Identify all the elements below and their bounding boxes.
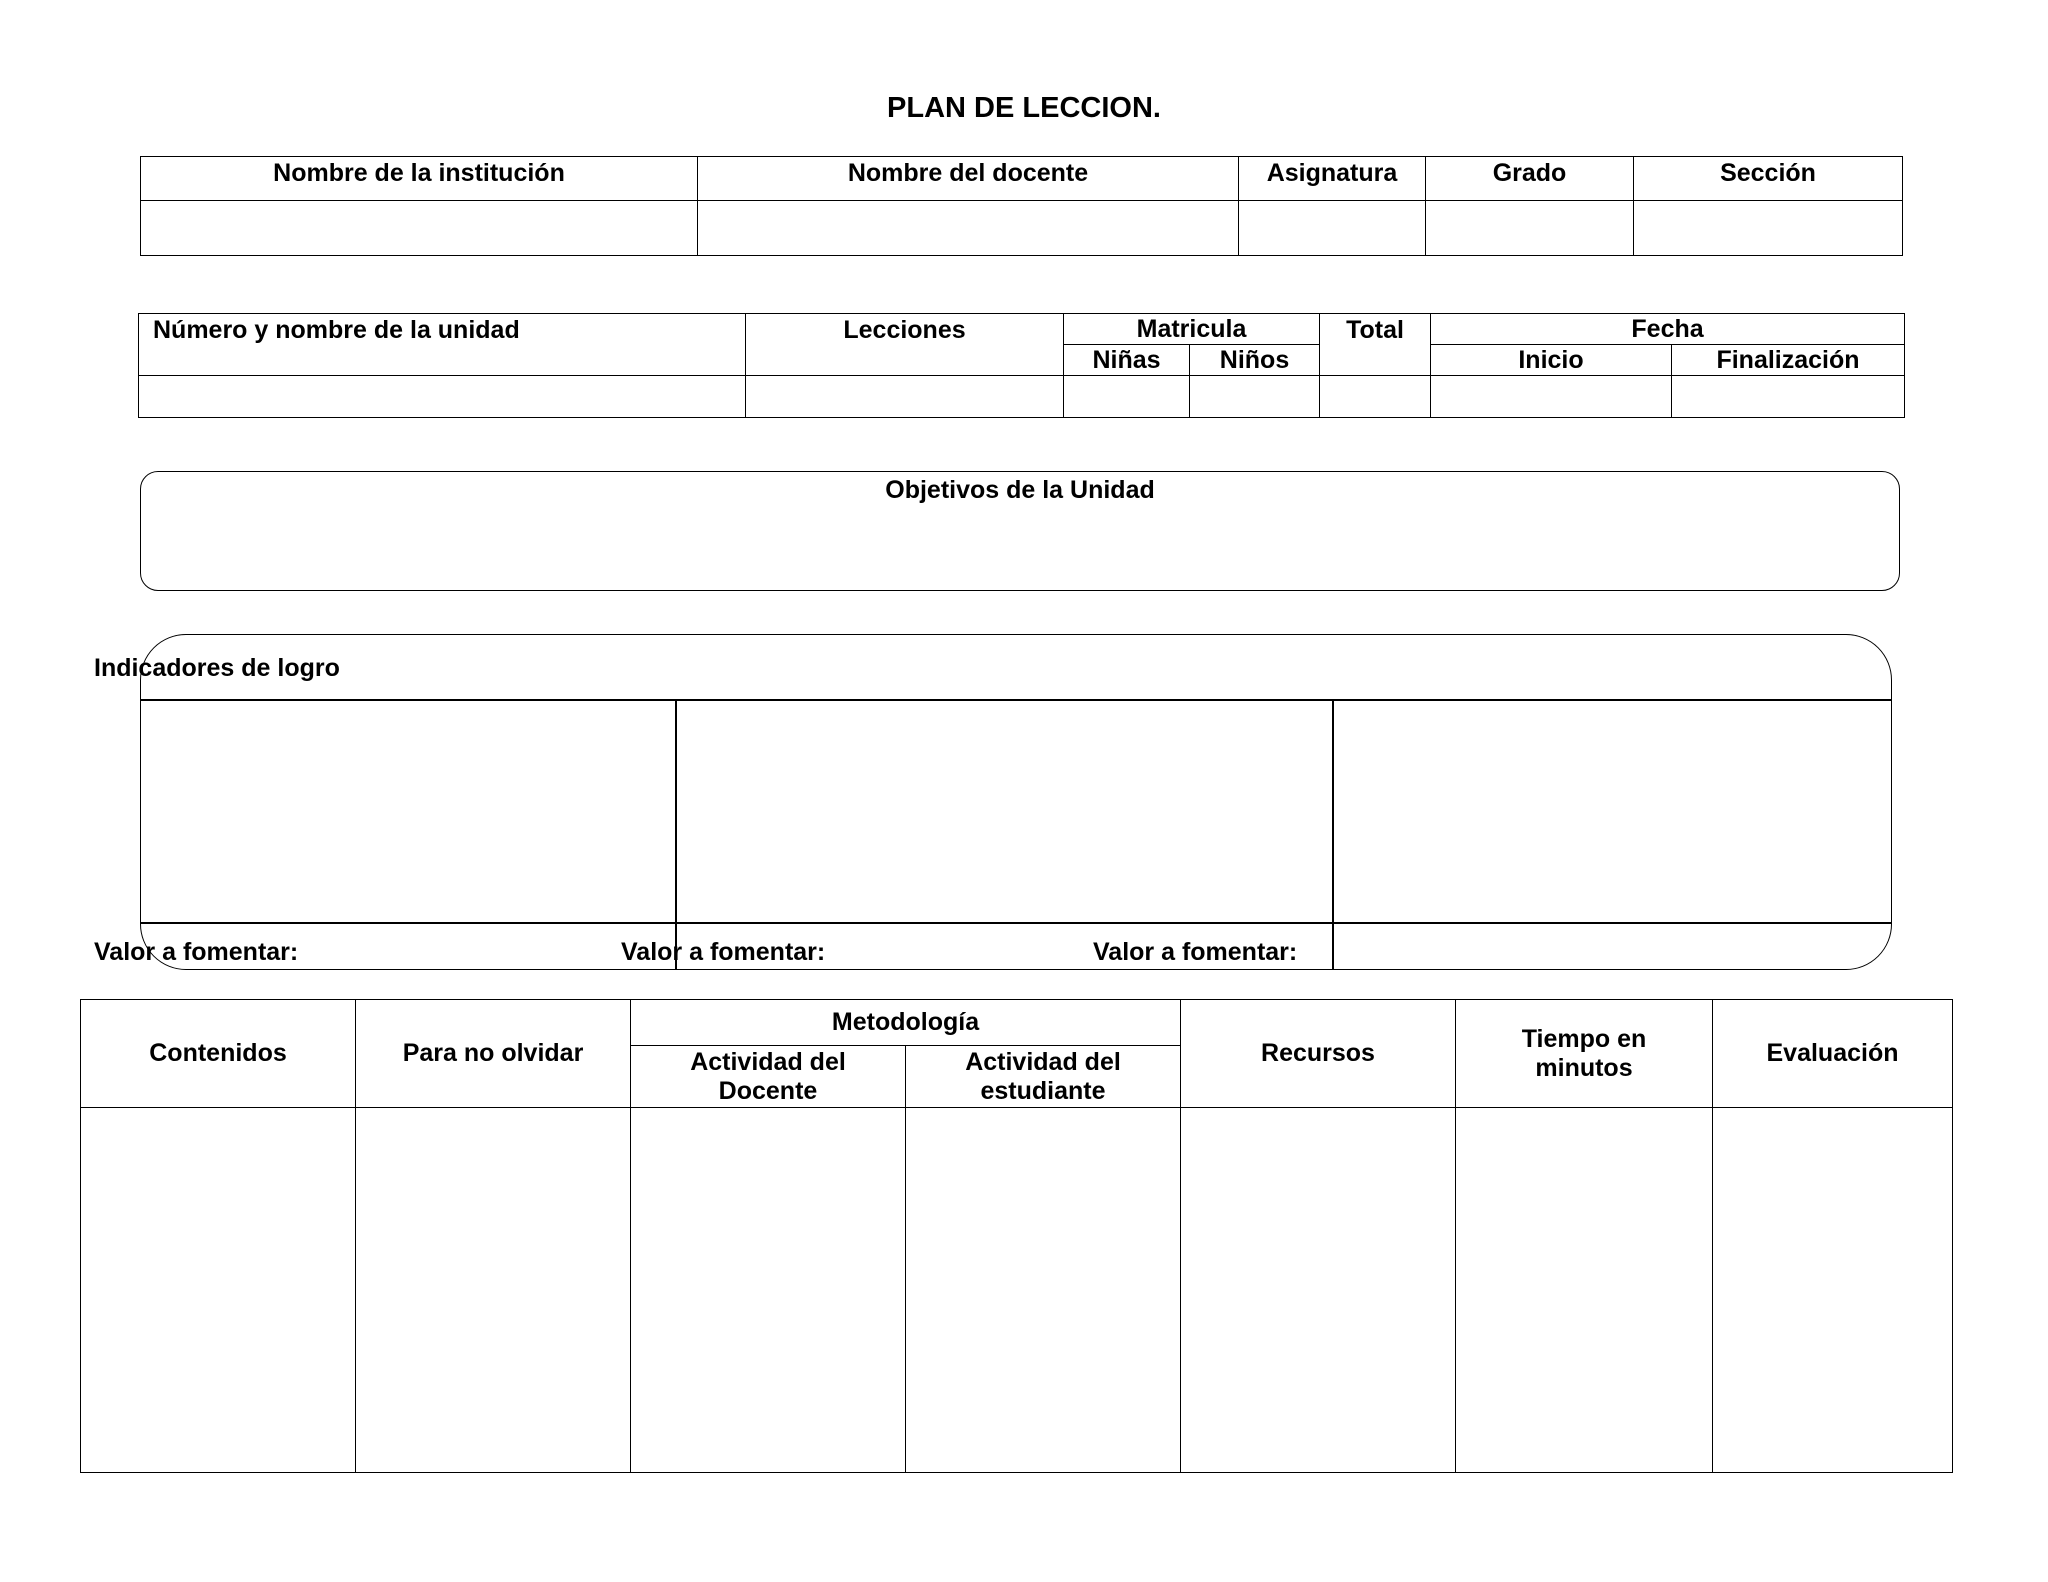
evaluation-field[interactable] xyxy=(1713,1258,1952,1322)
subject-field[interactable] xyxy=(1239,216,1425,242)
unit-cell xyxy=(139,376,746,418)
start-date-field[interactable] xyxy=(1431,384,1671,410)
teacher-header: Nombre del docente xyxy=(698,157,1239,201)
teacher-activity-field[interactable] xyxy=(631,1258,905,1322)
institution-field[interactable] xyxy=(141,216,697,242)
remember-cell xyxy=(356,1108,631,1473)
start-cell xyxy=(1431,376,1672,418)
unit-table xyxy=(138,313,1905,418)
unit-header: Número y nombre de la unidad xyxy=(139,314,746,376)
page-title: PLAN DE LECCION. xyxy=(887,92,1161,124)
resources-field[interactable] xyxy=(1181,1258,1455,1322)
total-header: Total xyxy=(1320,314,1431,376)
indicators-col-divider-2 xyxy=(1332,699,1334,970)
resources-cell xyxy=(1181,1108,1456,1473)
lessons-field[interactable] xyxy=(746,384,1063,410)
girls-field[interactable] xyxy=(1064,384,1189,410)
time-field[interactable] xyxy=(1456,1258,1712,1322)
objectives-box xyxy=(140,471,1900,591)
remember-field[interactable] xyxy=(356,1258,630,1322)
methodology-header: Metodología xyxy=(631,1000,1181,1046)
indicator-field-1[interactable] xyxy=(144,704,670,918)
time-header: Tiempo en minutos xyxy=(1456,1000,1713,1108)
total-cell xyxy=(1320,376,1431,418)
contents-cell xyxy=(81,1108,356,1473)
time-cell xyxy=(1456,1108,1713,1473)
teacher-cell xyxy=(698,201,1239,256)
student-activity-field[interactable] xyxy=(906,1258,1180,1322)
value-label-2: Valor a fomentar: xyxy=(621,938,826,966)
section-cell xyxy=(1634,201,1903,256)
total-field[interactable] xyxy=(1320,384,1430,410)
start-header: Inicio xyxy=(1431,345,1672,376)
lessons-header: Lecciones xyxy=(746,314,1064,376)
enrollment-header: Matricula xyxy=(1064,314,1320,345)
section-field[interactable] xyxy=(1634,216,1902,242)
unit-field[interactable] xyxy=(139,384,745,410)
girls-cell xyxy=(1064,376,1190,418)
indicators-bottom-divider xyxy=(140,922,1892,924)
institution-cell xyxy=(141,201,698,256)
boys-field[interactable] xyxy=(1190,384,1319,410)
contents-field[interactable] xyxy=(81,1258,355,1322)
indicators-top-divider xyxy=(140,699,1892,701)
end-cell xyxy=(1672,376,1905,418)
objectives-field[interactable] xyxy=(151,512,1889,582)
date-header: Fecha xyxy=(1431,314,1905,345)
indicators-label: Indicadores de logro xyxy=(94,654,340,682)
grade-header: Grado xyxy=(1426,157,1634,201)
institution-table xyxy=(140,156,1903,256)
institution-header: Nombre de la institución xyxy=(141,157,698,201)
objectives-label: Objetivos de la Unidad xyxy=(885,476,1155,504)
grade-cell xyxy=(1426,201,1634,256)
indicator-field-2[interactable] xyxy=(681,704,1327,918)
girls-header: Niñas xyxy=(1064,345,1190,376)
indicator-field-3[interactable] xyxy=(1338,704,1886,918)
end-date-field[interactable] xyxy=(1672,384,1904,410)
teacher-activity-header: Actividad del Docente xyxy=(631,1046,906,1108)
resources-header: Recursos xyxy=(1181,1000,1456,1108)
evaluation-header: Evaluación xyxy=(1713,1000,1953,1108)
remember-header: Para no olvidar xyxy=(356,1000,631,1108)
student-activity-cell xyxy=(906,1108,1181,1473)
lessons-cell xyxy=(746,376,1064,418)
contents-header: Contenidos xyxy=(81,1000,356,1108)
evaluation-cell xyxy=(1713,1108,1953,1473)
subject-cell xyxy=(1239,201,1426,256)
teacher-activity-cell xyxy=(631,1108,906,1473)
end-header: Finalización xyxy=(1672,345,1905,376)
student-activity-header: Actividad del estudiante xyxy=(906,1046,1181,1108)
boys-cell xyxy=(1190,376,1320,418)
value-label-1: Valor a fomentar: xyxy=(94,938,299,966)
boys-header: Niños xyxy=(1190,345,1320,376)
indicators-col-divider-1 xyxy=(675,699,677,970)
teacher-field[interactable] xyxy=(698,216,1238,242)
section-header: Sección xyxy=(1634,157,1903,201)
value-label-3: Valor a fomentar: xyxy=(1093,938,1298,966)
subject-header: Asignatura xyxy=(1239,157,1426,201)
grade-field[interactable] xyxy=(1426,216,1633,242)
lesson-table xyxy=(80,999,1953,1473)
